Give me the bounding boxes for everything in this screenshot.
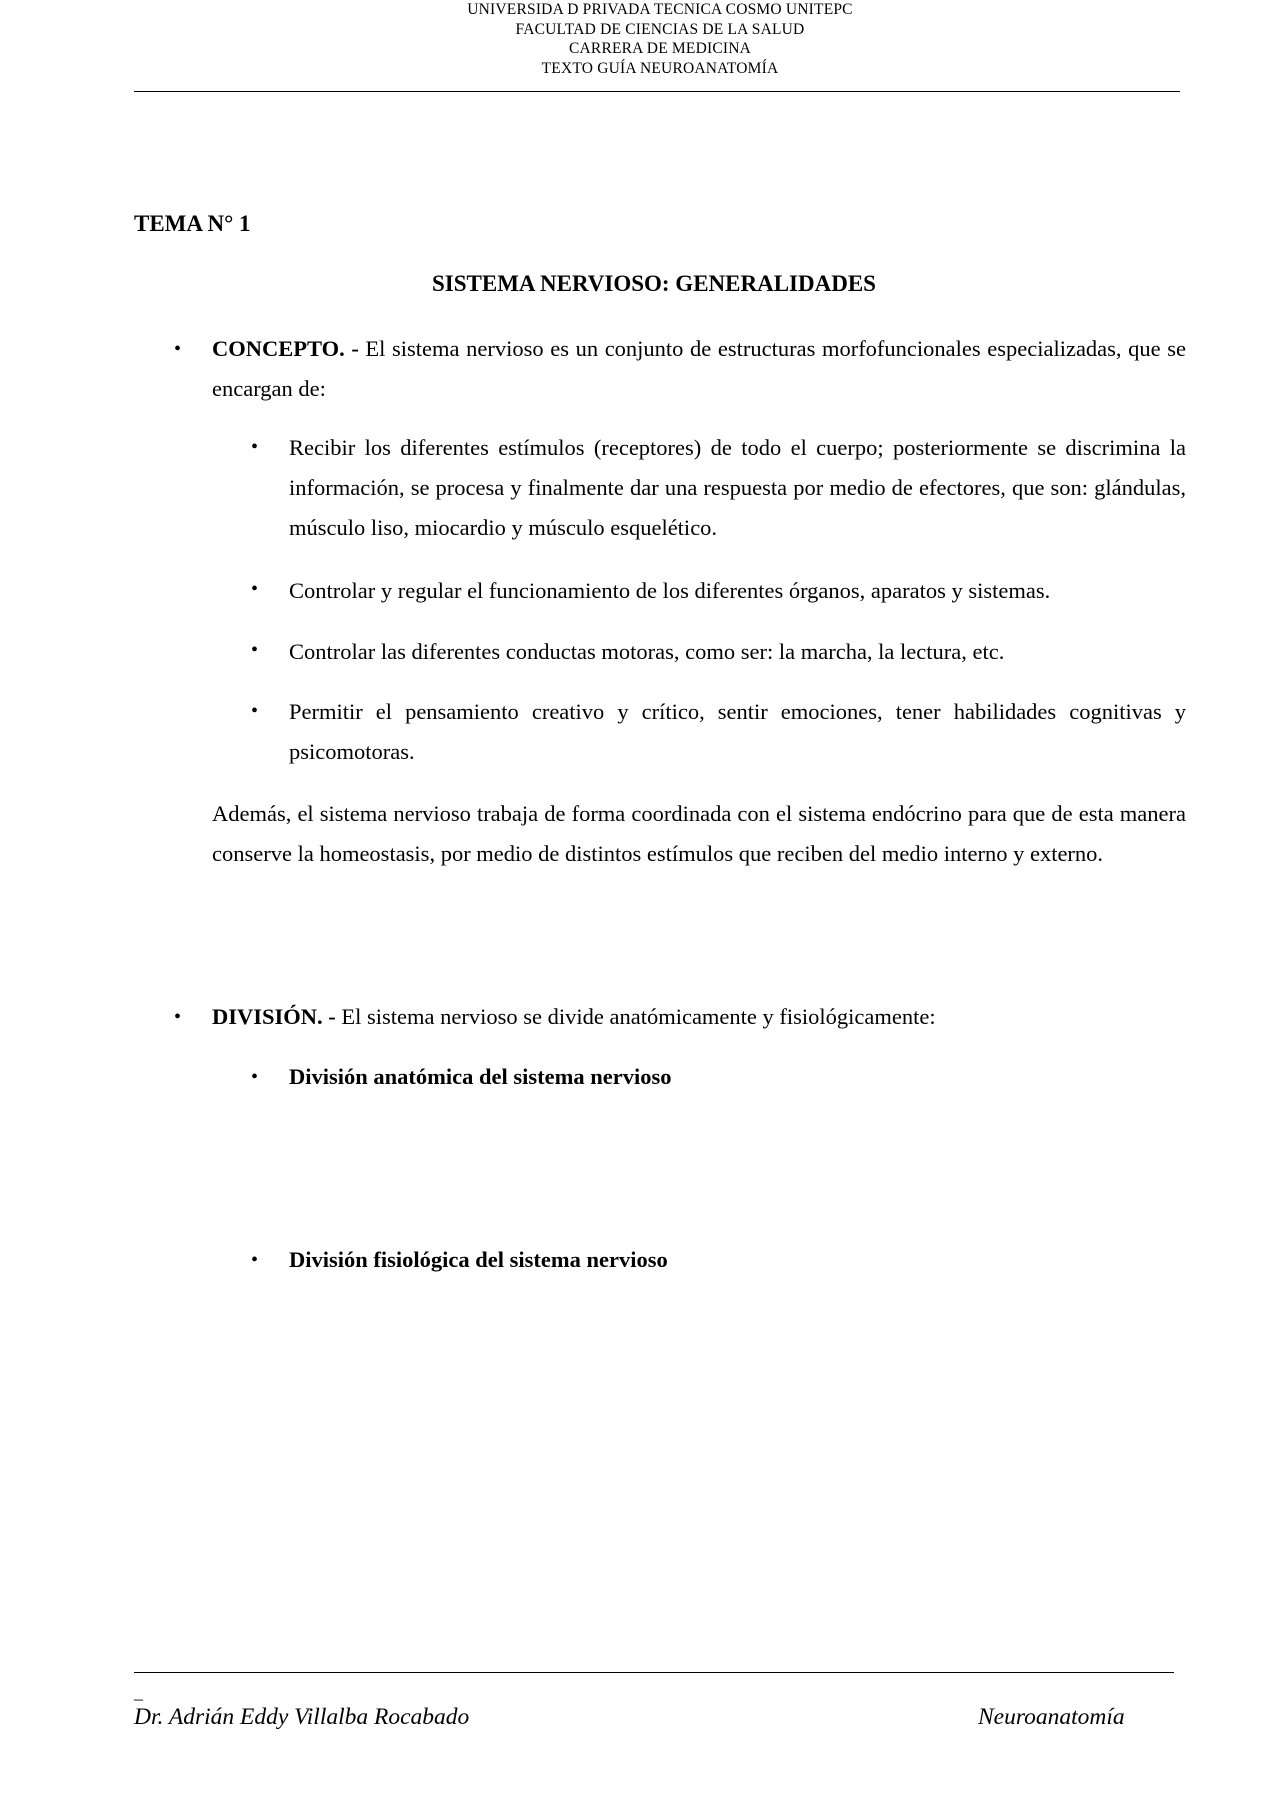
concepto-text: El sistema nervioso es un conjunto de estructuras morfofuncionales especializadas, que se encargan de:: [212, 336, 1186, 401]
division-anatomica-text: División anatómica del sistema nervioso: [289, 1064, 672, 1089]
bullet-concepto: •: [174, 338, 182, 360]
header-career: CARRERA DE MEDICINA: [568, 40, 752, 57]
bullet-item-1: •: [251, 436, 259, 458]
header-text-title: TEXTO GUÍA NEUROANATOMÍA: [541, 59, 779, 77]
header-faculty: FACULTAD DE CIENCIAS DE LA SALUD: [515, 20, 805, 38]
footer-divider: [134, 1672, 1174, 1673]
division-text: El sistema nervioso se divide anatómicamente y fisiológicamente:: [335, 1004, 936, 1029]
concepto-label: CONCEPTO. -: [212, 336, 359, 361]
concepto-item-1: Recibir los diferentes estímulos (receptores) de todo el cuerpo; posteriormente se discrimina la información, se procesa y finalmente dar una respuesta por medio de efectores, que son: glándulas, músculo liso, miocardio y músculo esquelético.: [289, 435, 1186, 540]
bullet-division-fisiologica: •: [251, 1249, 259, 1271]
topic-number: TEMA N° 1: [134, 211, 251, 236]
concepto-item-2: Controlar y regular el funcionamiento de los diferentes órganos, aparatos y sistemas.: [289, 578, 1051, 603]
header-university: UNIVERSIDA D PRIVADA TECNICA COSMO UNITEPC: [467, 1, 853, 18]
division-fisiologica-heading: [289, 1247, 668, 1273]
concepto-item-3: Controlar las diferentes conductas motoras, como ser: la marcha, la lectura, etc.: [289, 639, 1005, 664]
footer-subject: Neuroanatomía: [978, 1704, 1125, 1730]
division-fisiologica-text: División fisiológica del sistema nervioso: [289, 1247, 668, 1272]
bullet-item-2: •: [251, 578, 259, 600]
page-title: SISTEMA NERVIOSO: GENERALIDADES: [432, 271, 876, 296]
concepto-item-4: Permitir el pensamiento creativo y crítico, sentir emociones, tener habilidades cognitivas y psicomotoras.: [289, 699, 1186, 764]
bullet-item-3: •: [251, 639, 259, 661]
concepto-ademas-paragraph: Además, el sistema nervioso trabaja de forma coordinada con el sistema endócrino para que de esta manera conserve la homeostasis, por medio de distintos estímulos que reciben del medio interno y externo.: [212, 801, 1186, 866]
division-label: DIVISIÓN. -: [212, 1004, 336, 1029]
footer-author: Dr. Adrián Eddy Villalba Rocabado: [134, 1704, 470, 1730]
footer-underscore: _: [134, 1682, 143, 1702]
document-header: [0, 0, 1280, 78]
bullet-division: •: [174, 1006, 182, 1028]
division-anatomica-heading: [289, 1064, 672, 1090]
header-divider: [134, 91, 1180, 92]
bullet-division-anatomica: •: [251, 1066, 259, 1088]
bullet-item-4: •: [251, 700, 259, 722]
division-paragraph: [212, 1004, 936, 1030]
concepto-paragraph: [212, 329, 1186, 409]
